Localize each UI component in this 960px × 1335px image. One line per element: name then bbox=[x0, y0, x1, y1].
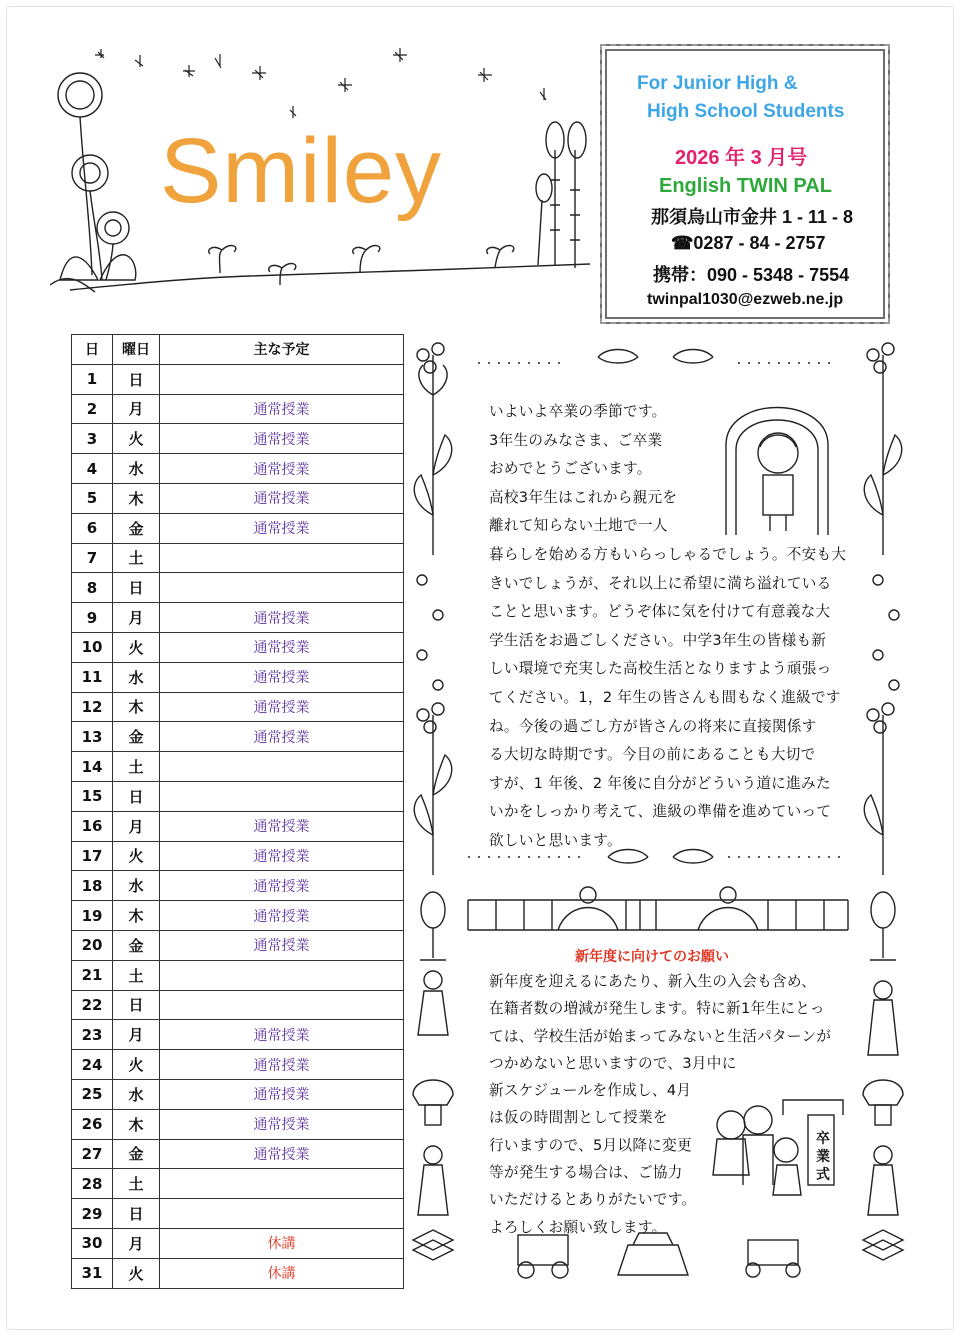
schedule-row bbox=[72, 662, 404, 692]
weekday-cell: 水 bbox=[113, 1079, 160, 1109]
weekday-cell: 日 bbox=[113, 1199, 160, 1229]
email-address[interactable]: twinpal1030@ezweb.ne.jp bbox=[647, 291, 844, 308]
schedule-row bbox=[72, 1258, 404, 1288]
schedule-row bbox=[72, 960, 404, 990]
event-cell bbox=[160, 1199, 404, 1229]
weekday-cell: 土 bbox=[113, 1169, 160, 1199]
weekday-cell: 月 bbox=[113, 1228, 160, 1258]
schedule-row bbox=[72, 692, 404, 722]
notice-line: 等が発生する場合は、ご協力 bbox=[489, 1164, 683, 1182]
message-line: てください。1，2 年生の皆さんも間もなく進級です bbox=[489, 688, 841, 706]
message-line: る大切な時期です。今目の前にあることも大切で bbox=[489, 746, 816, 764]
day-cell: 6 bbox=[72, 513, 113, 543]
phone-number: ☎0287 - 84 - 2757 bbox=[671, 233, 826, 253]
message-line: いかをしっかり考えて、進級の準備を進めていって bbox=[489, 803, 832, 821]
event-cell bbox=[160, 781, 404, 811]
schedule-row bbox=[72, 483, 404, 513]
schedule-row bbox=[72, 722, 404, 752]
day-cell: 21 bbox=[72, 960, 113, 990]
weekday-cell: 日 bbox=[113, 573, 160, 603]
day-cell: 5 bbox=[72, 483, 113, 513]
event-cell: 通常授業 bbox=[160, 603, 404, 633]
schedule-row bbox=[72, 811, 404, 841]
weekday-cell: 木 bbox=[113, 901, 160, 931]
schedule-row bbox=[72, 1169, 404, 1199]
day-cell: 17 bbox=[72, 841, 113, 871]
event-cell bbox=[160, 1169, 404, 1199]
day-cell: 14 bbox=[72, 752, 113, 782]
weekday-cell: 月 bbox=[113, 603, 160, 633]
day-cell: 1 bbox=[72, 364, 113, 394]
event-cell: 通常授業 bbox=[160, 722, 404, 752]
weekday-cell: 火 bbox=[113, 841, 160, 871]
schedule-row bbox=[72, 1139, 404, 1169]
weekday-cell: 水 bbox=[113, 454, 160, 484]
newsletter-title: Smiley bbox=[160, 120, 443, 222]
day-cell: 13 bbox=[72, 722, 113, 752]
event-cell: 通常授業 bbox=[160, 394, 404, 424]
event-cell: 通常授業 bbox=[160, 901, 404, 931]
schedule-row bbox=[72, 1199, 404, 1229]
event-cell: 通常授業 bbox=[160, 454, 404, 484]
day-cell: 9 bbox=[72, 603, 113, 633]
contact-info-box bbox=[600, 44, 890, 324]
schedule-row bbox=[72, 1050, 404, 1080]
notice-line: は仮の時間割として授業を bbox=[489, 1109, 668, 1127]
message-line: ね。今後の過ごし方が皆さんの将来に直接関係す bbox=[489, 717, 817, 735]
schedule-row bbox=[72, 632, 404, 662]
issue-label: 2026 年 3 月号 bbox=[675, 147, 808, 169]
weekday-cell: 火 bbox=[113, 424, 160, 454]
schedule-row bbox=[72, 424, 404, 454]
event-cell: 休講 bbox=[160, 1228, 404, 1258]
day-cell: 11 bbox=[72, 662, 113, 692]
event-cell: 通常授業 bbox=[160, 662, 404, 692]
schedule-table bbox=[71, 334, 404, 1289]
schedule-row bbox=[72, 781, 404, 811]
event-cell: 通常授業 bbox=[160, 1079, 404, 1109]
day-cell: 29 bbox=[72, 1199, 113, 1229]
weekday-cell: 日 bbox=[113, 781, 160, 811]
schedule-row bbox=[72, 573, 404, 603]
event-cell: 通常授業 bbox=[160, 841, 404, 871]
day-cell: 7 bbox=[72, 543, 113, 573]
message-line: 離れて知らない土地で一人 bbox=[489, 517, 668, 535]
day-cell: 25 bbox=[72, 1079, 113, 1109]
weekday-cell: 金 bbox=[113, 930, 160, 960]
notice-line: いただけるとありがたいです。 bbox=[489, 1191, 697, 1209]
weekday-cell: 日 bbox=[113, 990, 160, 1020]
weekday-cell: 金 bbox=[113, 1139, 160, 1169]
schedule-row bbox=[72, 841, 404, 871]
schedule-row bbox=[72, 1020, 404, 1050]
schedule-row bbox=[72, 901, 404, 931]
message-line: 3年生のみなさま、ご卒業 bbox=[489, 431, 663, 449]
event-cell bbox=[160, 990, 404, 1020]
weekday-cell: 木 bbox=[113, 1109, 160, 1139]
schedule-row bbox=[72, 543, 404, 573]
weekday-cell: 月 bbox=[113, 811, 160, 841]
schedule-row bbox=[72, 1079, 404, 1109]
notice-line: 行いますので、5月以降に変更 bbox=[489, 1136, 692, 1154]
schedule-header-row bbox=[72, 335, 404, 365]
notice-line: 在籍者数の増減が発生します。特に新1年生にとっ bbox=[489, 1000, 825, 1018]
mobile-number: 携帯：090 - 5348 - 7554 bbox=[653, 265, 850, 285]
event-cell: 通常授業 bbox=[160, 513, 404, 543]
day-cell: 27 bbox=[72, 1139, 113, 1169]
notice-line: ては、学校生活が始まってみないと生活パターンが bbox=[489, 1027, 832, 1045]
event-cell: 通常授業 bbox=[160, 632, 404, 662]
day-cell: 15 bbox=[72, 781, 113, 811]
event-cell bbox=[160, 960, 404, 990]
subtitle-line-1: For Junior High & bbox=[637, 73, 798, 94]
day-cell: 16 bbox=[72, 811, 113, 841]
event-cell: 通常授業 bbox=[160, 1139, 404, 1169]
message-line: すが、1 年後、2 年後に自分がどういう道に進みた bbox=[489, 774, 831, 792]
header-weekday: 曜日 bbox=[113, 335, 160, 365]
address: 那須烏山市金井 1 - 11 - 8 bbox=[651, 207, 854, 227]
message-text bbox=[489, 398, 864, 856]
schedule-row bbox=[72, 990, 404, 1020]
weekday-cell: 土 bbox=[113, 543, 160, 573]
message-line: ことと思います。どうぞ体に気を付けて有意義な大 bbox=[489, 603, 831, 621]
schedule-row bbox=[72, 364, 404, 394]
event-cell bbox=[160, 364, 404, 394]
message-line: 欲しいと思います。 bbox=[489, 831, 622, 849]
weekday-cell: 火 bbox=[113, 1258, 160, 1288]
schedule-row bbox=[72, 871, 404, 901]
day-cell: 31 bbox=[72, 1258, 113, 1288]
day-cell: 3 bbox=[72, 424, 113, 454]
weekday-cell: 水 bbox=[113, 662, 160, 692]
message-line: いよいよ卒業の季節です。 bbox=[489, 403, 667, 420]
day-cell: 19 bbox=[72, 901, 113, 931]
schedule-row bbox=[72, 1109, 404, 1139]
weekday-cell: 火 bbox=[113, 632, 160, 662]
weekday-cell: 土 bbox=[113, 752, 160, 782]
schedule-row bbox=[72, 752, 404, 782]
message-line: おめでとうございます。 bbox=[489, 460, 652, 478]
event-cell: 通常授業 bbox=[160, 1050, 404, 1080]
day-cell: 30 bbox=[72, 1228, 113, 1258]
schedule-body bbox=[72, 364, 404, 1288]
event-cell: 通常授業 bbox=[160, 871, 404, 901]
weekday-cell: 木 bbox=[113, 692, 160, 722]
event-cell: 通常授業 bbox=[160, 930, 404, 960]
graduation-sign-text: 卒業式 bbox=[816, 1131, 830, 1183]
weekday-cell: 月 bbox=[113, 394, 160, 424]
day-cell: 10 bbox=[72, 632, 113, 662]
message-line: 学生活をお過ごしください。中学3年生の皆様も新 bbox=[489, 631, 827, 649]
schedule-row bbox=[72, 1228, 404, 1258]
notice-line: 新スケジュールを作成し、4月 bbox=[489, 1082, 692, 1100]
day-cell: 8 bbox=[72, 573, 113, 603]
event-cell bbox=[160, 543, 404, 573]
schedule-row bbox=[72, 394, 404, 424]
weekday-cell: 土 bbox=[113, 960, 160, 990]
day-cell: 22 bbox=[72, 990, 113, 1020]
event-cell: 通常授業 bbox=[160, 424, 404, 454]
message-line: 高校3年生はこれから親元を bbox=[489, 488, 678, 506]
schedule-row bbox=[72, 930, 404, 960]
weekday-cell: 日 bbox=[113, 364, 160, 394]
event-cell bbox=[160, 752, 404, 782]
brand-name: English TWIN PAL bbox=[659, 175, 832, 197]
event-cell: 通常授業 bbox=[160, 692, 404, 722]
day-cell: 4 bbox=[72, 454, 113, 484]
weekday-cell: 金 bbox=[113, 513, 160, 543]
event-cell: 休講 bbox=[160, 1258, 404, 1288]
event-cell: 通常授業 bbox=[160, 811, 404, 841]
day-cell: 28 bbox=[72, 1169, 113, 1199]
notice-text bbox=[489, 968, 859, 1241]
notice-line: よろしくお願い致します。 bbox=[489, 1218, 667, 1236]
notice-line: つかめないと思いますので、3月中に bbox=[489, 1054, 737, 1072]
header-events: 主な予定 bbox=[160, 335, 404, 365]
schedule-row bbox=[72, 454, 404, 484]
event-cell: 通常授業 bbox=[160, 483, 404, 513]
event-cell bbox=[160, 573, 404, 603]
day-cell: 18 bbox=[72, 871, 113, 901]
day-cell: 24 bbox=[72, 1050, 113, 1080]
schedule-row bbox=[72, 513, 404, 543]
weekday-cell: 水 bbox=[113, 871, 160, 901]
message-line: 暮らしを始める方もいらっしゃるでしょう。不安も大 bbox=[489, 545, 847, 563]
day-cell: 23 bbox=[72, 1020, 113, 1050]
day-cell: 12 bbox=[72, 692, 113, 722]
day-cell: 26 bbox=[72, 1109, 113, 1139]
weekday-cell: 木 bbox=[113, 483, 160, 513]
day-cell: 2 bbox=[72, 394, 113, 424]
day-cell: 20 bbox=[72, 930, 113, 960]
weekday-cell: 火 bbox=[113, 1050, 160, 1080]
notice-title: 新年度に向けてのお願い bbox=[575, 949, 729, 965]
subtitle-line-2: High School Students bbox=[647, 101, 845, 122]
message-line: きいでしょうが、それ以上に希望に満ち溢れている bbox=[489, 574, 832, 592]
schedule-row bbox=[72, 603, 404, 633]
notice-line: 新年度を迎えるにあたり、新入生の入会も含め、 bbox=[489, 973, 817, 990]
header-day: 日 bbox=[72, 335, 113, 365]
event-cell: 通常授業 bbox=[160, 1109, 404, 1139]
message-line: しい環境で充実した高校生活となりますよう頑張っ bbox=[489, 660, 832, 678]
event-cell: 通常授業 bbox=[160, 1020, 404, 1050]
weekday-cell: 月 bbox=[113, 1020, 160, 1050]
weekday-cell: 金 bbox=[113, 722, 160, 752]
